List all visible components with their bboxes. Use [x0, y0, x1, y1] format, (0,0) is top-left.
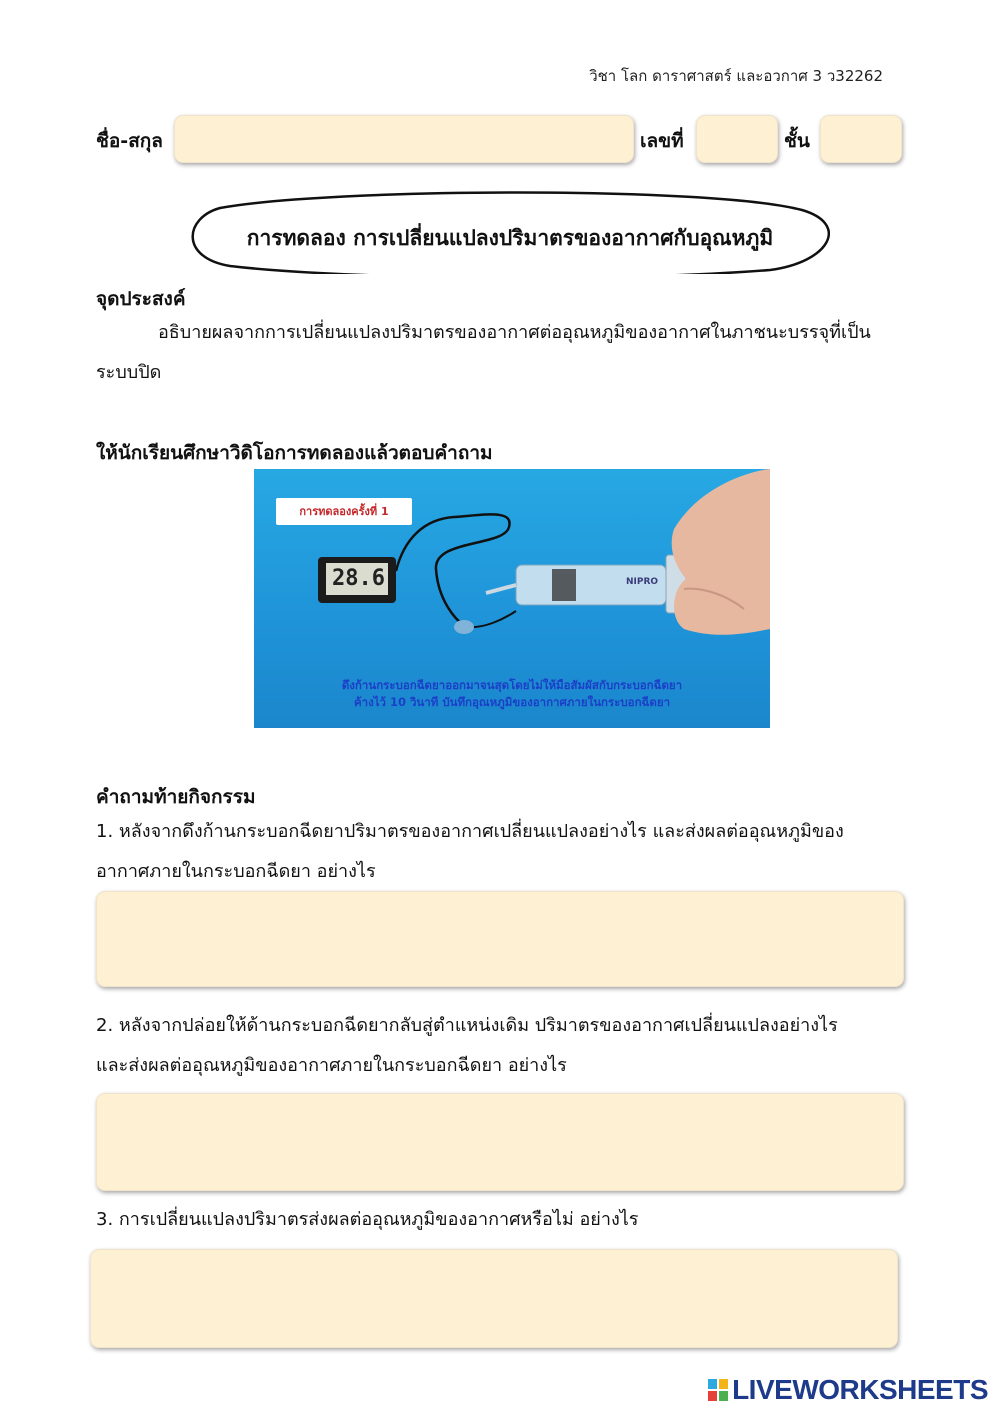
thermometer-reading: 28.6: [332, 566, 385, 591]
question-3: [96, 1200, 916, 1240]
number-input[interactable]: [696, 115, 778, 163]
syringe-brand: NIPRO: [626, 577, 659, 587]
answer-3-field[interactable]: [90, 1249, 898, 1348]
footer-brand-text: LIVEWORKSHEETS: [732, 1374, 988, 1405]
question-2: [96, 1006, 916, 1086]
objective-heading: จุดประสงค์: [96, 288, 186, 310]
name-label: ชื่อ-สกุล: [96, 130, 163, 152]
objective-line-2: ระบบปิด: [96, 362, 162, 383]
footer-brand[interactable]: [708, 1374, 988, 1406]
video-caption-line-2: ค้างไว้ 10 วินาที บันทึกอุณหภูมิของอากาศภายในกระบอกฉีดยา: [353, 695, 671, 709]
number-label: เลขที่: [640, 130, 684, 152]
video-caption: [254, 677, 770, 711]
class-label: ชั้น: [784, 130, 810, 152]
video-caption-line-1: ดึงก้านกระบอกฉีดยาออกมาจนสุดโดยไม่ให้มือสัมผัสกับกระบอกฉีดยา: [341, 678, 683, 692]
questions-heading: คำถามท้ายกิจกรรม: [96, 786, 256, 808]
question-3-line-1: 3. การเปลี่ยนแปลงปริมาตรส่งผลต่ออุณหภูมิของอากาศหรือไม่ อย่างไร: [96, 1209, 639, 1230]
instruction-text: ให้นักเรียนศึกษาวิดิโอการทดลองแล้วตอบคำถาม: [96, 442, 493, 464]
page-title: การทดลอง การเปลี่ยนแปลงปริมาตรของอากาศกับอุณหภูมิ: [246, 226, 774, 250]
liveworksheets-logo-icon: [708, 1376, 728, 1398]
question-1: [96, 812, 916, 892]
class-input[interactable]: [820, 115, 902, 163]
objective-line-1: อธิบายผลจากการเปลี่ยนแปลงปริมาตรของอากาศต่ออุณหภูมิของอากาศในภาชนะบรรจุที่เป็น: [158, 322, 871, 343]
question-1-line-1: 1. หลังจากดึงก้านกระบอกฉีดยาปริมาตรของอากาศเปลี่ยนแปลงอย่างไร และส่งผลต่ออุณหภูมิของ: [96, 821, 844, 842]
answer-1-field[interactable]: [96, 891, 904, 987]
experiment-badge: การทดลองครั้งที่ 1: [276, 498, 412, 525]
name-input[interactable]: [174, 115, 634, 163]
subject-line: วิชา โลก ดาราศาสตร์ และอวกาศ 3 ว32262: [589, 67, 883, 85]
question-2-line-2: และส่งผลต่ออุณหภูมิของอากาศภายในกระบอกฉีดยา อย่างไร: [96, 1055, 567, 1076]
experiment-video[interactable]: [254, 469, 770, 728]
answer-2-field[interactable]: [96, 1093, 904, 1191]
question-2-line-1: 2. หลังจากปล่อยให้ด้านกระบอกฉีดยากลับสู่ตำแหน่งเดิม ปริมาตรของอากาศเปลี่ยนแปลงอย่างไร: [96, 1015, 838, 1036]
question-1-line-2: อากาศภายในกระบอกฉีดยา อย่างไร: [96, 861, 376, 882]
